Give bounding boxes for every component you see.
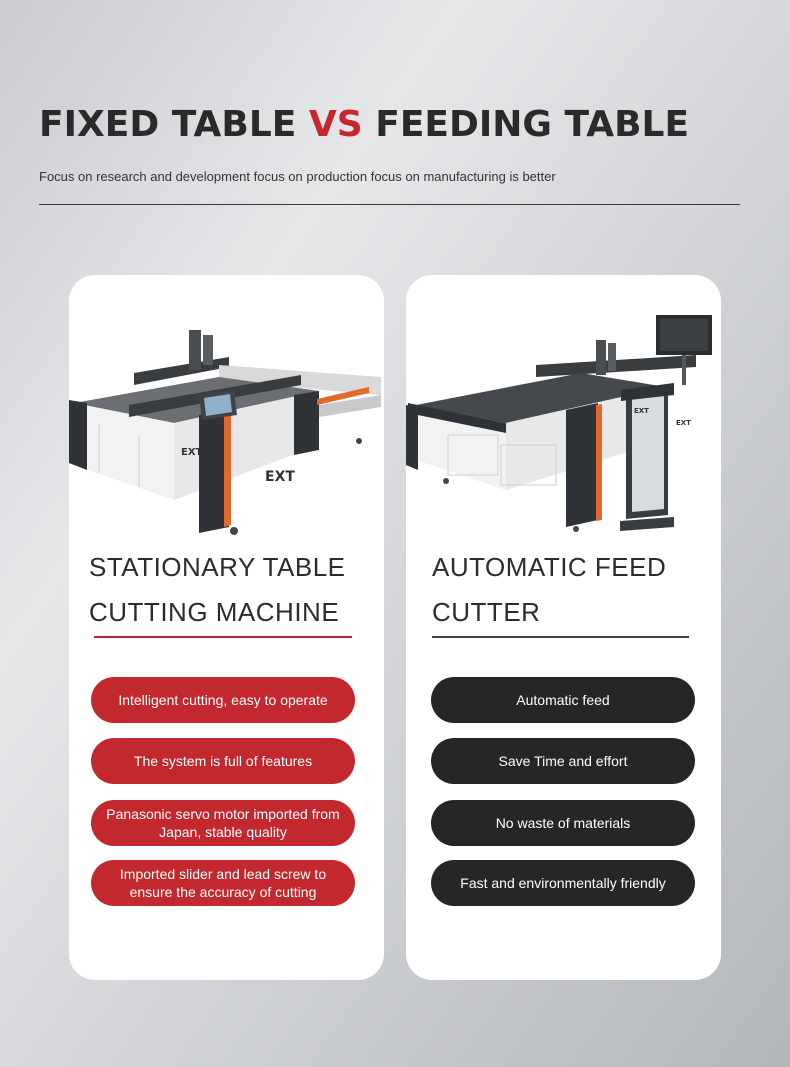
- page-subtitle: Focus on research and development focus on production focus on manufacturing is better: [39, 169, 556, 184]
- automatic-title-underline: [432, 636, 689, 638]
- automatic-title-line1: AUTOMATIC FEED: [432, 552, 667, 582]
- automatic-feed-card: [406, 275, 721, 980]
- feature-pill: The system is full of features: [91, 738, 355, 784]
- title-feeding-table: FEEDING TABLE: [362, 104, 690, 145]
- automatic-feed-title: [432, 545, 666, 635]
- feature-pill: Intelligent cutting, easy to operate: [91, 677, 355, 723]
- feature-pill: Imported slider and lead screw to ensure the accuracy of cutting: [91, 860, 355, 906]
- feature-pill: No waste of materials: [431, 800, 695, 846]
- title-vs: VS: [308, 104, 363, 145]
- feature-pill: Fast and environmentally friendly: [431, 860, 695, 906]
- stationary-cutter-image: [69, 295, 384, 535]
- title-fixed-table: FIXED TABLE: [39, 104, 309, 145]
- feature-pill: Automatic feed: [431, 677, 695, 723]
- stationary-table-title: [89, 545, 346, 635]
- stationary-title-underline: [94, 636, 352, 638]
- automatic-title-line2: CUTTER: [432, 597, 541, 627]
- stationary-title-line1: STATIONARY TABLE: [89, 552, 346, 582]
- header-divider: [39, 204, 740, 205]
- stationary-table-card: [69, 275, 384, 980]
- stationary-title-line2: CUTTING MACHINE: [89, 597, 340, 627]
- svg-text:EXT: EXT: [634, 407, 649, 415]
- feature-pill: Panasonic servo motor imported from Japan, stable quality: [91, 800, 355, 846]
- svg-text:EXT: EXT: [265, 469, 295, 485]
- svg-text:EXT: EXT: [676, 419, 691, 427]
- automatic-feed-cutter-image: [406, 295, 721, 535]
- svg-text:EXT: EXT: [181, 447, 203, 458]
- feature-pill: Save Time and effort: [431, 738, 695, 784]
- page-title: [39, 104, 689, 145]
